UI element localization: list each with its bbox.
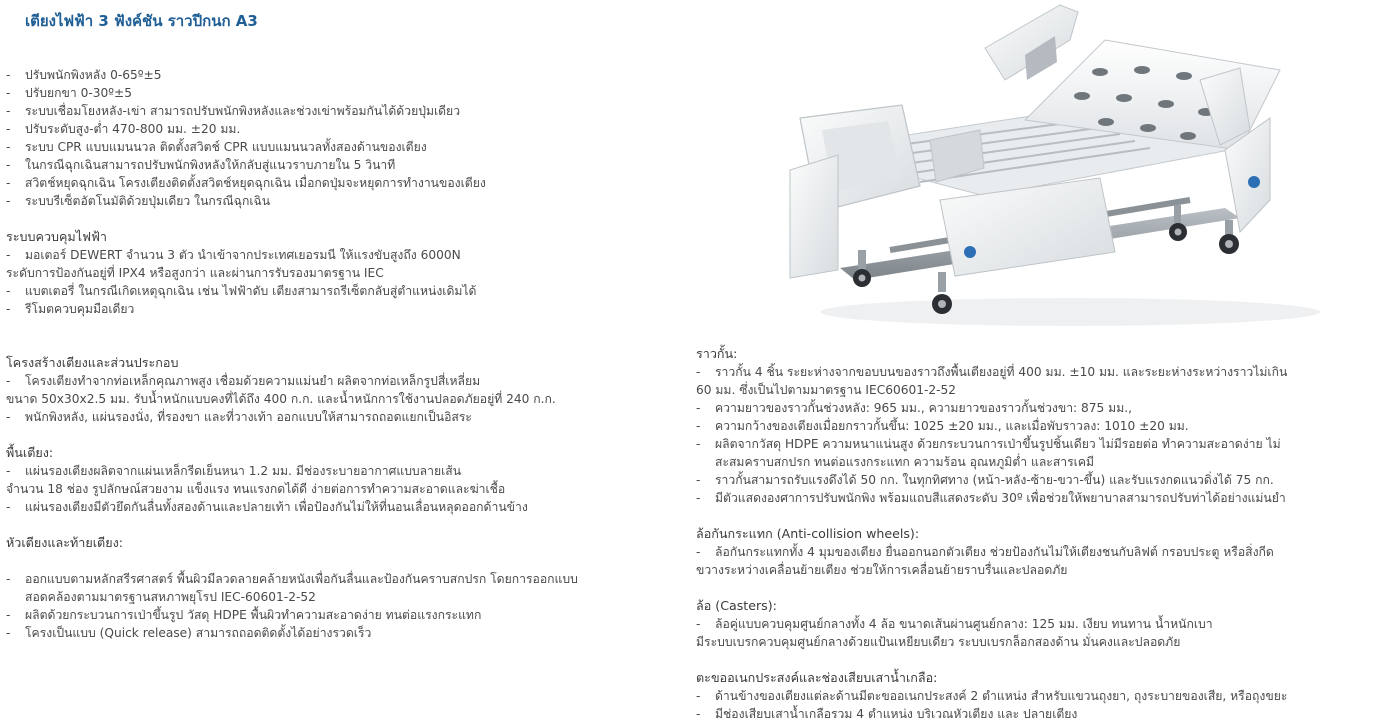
list-item-continuation: ขนาด 50x30x2.5 มม. รับน้ำหนักแบบคงที่ได้ถึง 400 ก.ก. และน้ำหนักการใช้งานปลอดภัยอยู่ที่ 240 ก.ก. <box>6 392 556 406</box>
list-item: - มีตัวแสดงองศาการปรับพนักพิง พร้อมแถบสีแสดงระดับ 30º เพื่อช่วยให้พยาบาลสามารถปรับท่าได้อย่างแม่นยำ <box>696 491 1286 505</box>
list-item: - ผลิตด้วยกระบวนการเป่าขึ้นรูป วัสดุ HDPE พื้นผิวทำความสะอาดง่าย ทนต่อแรงกระแทก <box>6 608 482 622</box>
list-item: - ล้อกันกระแทกทั้ง 4 มุมของเตียง ยื่นออกนอกตัวเตียง ช่วยป้องกันไม่ให้เตียงชนกับลิฟต์ กรอบประตู หรือสิ่งกีด <box>696 545 1274 559</box>
headboard-section <box>6 534 688 642</box>
list-item: - แบตเตอรี่ ในกรณีเกิดเหตุฉุกเฉิน เช่น ไฟฟ้าดับ เตียงสามารถรีเซ็ตกลับสู่ตำแหน่งเดิมได้ <box>6 284 477 298</box>
list-item: - ด้านข้างของเตียงแต่ละด้านมีตะขออเนกประสงค์ 2 ตำแหน่ง สำหรับแขวนถุงยา, ถุงระบายของเสีย, หรือถุงขยะ <box>696 689 1288 703</box>
list-item: - มีช่องเสียบเสาน้ำเกลือรวม 4 ตำแหน่ง บริเวณหัวเตียง และ ปลายเตียง <box>696 707 1078 721</box>
list-item: - ระบบ CPR แบบแมนนวล ติดตั้งสวิตช์ CPR แบบแมนนวลทั้งสองด้านของเตียง <box>6 140 427 154</box>
section-heading: พื้นเตียง: <box>6 445 54 460</box>
list-item: - มอเตอร์ DEWERT จำนวน 3 ตัว นำเข้าจากประเทศเยอรมนี ให้แรงขับสูงถึง 6000N <box>6 248 461 262</box>
list-item-continuation: มีระบบเบรกควบคุมศูนย์กลางด้วยแป้นเหยียบเดียว ระบบเบรกล็อกสองด้าน มั่นคงและปลอดภัย <box>696 635 1181 649</box>
list-item-continuation: ระดับการป้องกันอยู่ที่ IPX4 หรือสูงกว่า และผ่านการรับรองมาตรฐาน IEC <box>6 266 384 280</box>
section-heading: ตะขออเนกประสงค์และช่องเสียบเสาน้ำเกลือ: <box>696 670 938 685</box>
hospital-bed-image <box>770 0 1390 340</box>
list-item-continuation: จำนวน 18 ช่อง รูปลักษณ์สวยงาม แข็งแรง ทนแรงกดได้ดี ง่ายต่อการทำความสะอาดและฆ่าเชื้อ <box>6 482 506 496</box>
list-item: - ราวกั้นสามารถรับแรงดึงได้ 50 กก. ในทุกทิศทาง (หน้า-หลัง-ซ้าย-ขวา-ขึ้น) และรับแรงกดแนวดิ่งได้ 75 กก. <box>696 473 1274 487</box>
list-item-continuation: ขวางระหว่างเคลื่อนย้ายเตียง ช่วยให้การเคลื่อนย้ายราบรื่นและปลอดภัย <box>696 563 1068 577</box>
surface-section <box>6 444 688 516</box>
anticollision-section <box>696 525 1392 579</box>
section-heading: ล้อ (Casters): <box>696 598 777 613</box>
list-item: - ล้อคู่แบบควบคุมศูนย์กลางทั้ง 4 ล้อ ขนาดเส้นผ่านศูนย์กลาง: 125 มม. เงียบ ทนทาน น้ำหนักเบา <box>696 617 1213 631</box>
hooks-section <box>696 669 1392 723</box>
left-column <box>6 66 688 642</box>
section-heading: ราวกั้น: <box>696 346 738 361</box>
list-item: - ออกแบบตามหลักสรีรศาสตร์ พื้นผิวมีลวดลายคล้ายหนังเพื่อกันลื่นและป้องกันคราบสกปรก โดยการออกแบบ <box>6 572 578 586</box>
list-item: - ความยาวของราวกั้นช่วงหลัง: 965 มม., ความยาวของราวกั้นช่วงขา: 875 มม., <box>696 401 1132 415</box>
list-item-continuation: สะสมคราบสกปรก ทนต่อแรงกระแทก ความร้อน อุณหภูมิต่ำ และสารเคมี <box>715 455 1095 469</box>
list-item: - ในกรณีฉุกเฉินสามารถปรับพนักพิงหลังให้กลับสู่แนวราบภายใน 5 วินาที <box>6 158 396 172</box>
list-item: - แผ่นรองเตียงมีตัวยึดกันลื่นทั้งสองด้านและปลายเท้า เพื่อป้องกันไม่ให้ที่นอนเลื่อนหลุดออกด้านข้าง <box>6 500 528 514</box>
list-item: - ปรับพนักพิงหลัง 0-65º±5 <box>6 68 162 82</box>
rails-section <box>696 345 1392 507</box>
section-heading: ล้อกันกระแทก (Anti-collision wheels): <box>696 526 920 541</box>
list-item: - โครงเตียงทำจากท่อเหล็กคุณภาพสูง เชื่อมด้วยความแม่นยำ ผลิตจากท่อเหล็กรูปสี่เหลี่ยม <box>6 374 481 388</box>
casters-section <box>696 597 1392 651</box>
section-heading: โครงสร้างเตียงและส่วนประกอบ <box>6 355 179 370</box>
list-item: - ปรับยกขา 0-30º±5 <box>6 86 132 100</box>
section-heading: ระบบควบคุมไฟฟ้า <box>6 229 107 244</box>
list-item: - ผลิตจากวัสดุ HDPE ความหนาแน่นสูง ด้วยกระบวนการเป่าขึ้นรูปชิ้นเดียว ไม่มีรอยต่อ ทำความสะอาดง่าย ไม่ <box>696 437 1281 451</box>
section-heading: หัวเตียงและท้ายเตียง: <box>6 535 123 550</box>
electric-section <box>6 228 688 318</box>
list-item: - โครงเป็นแบบ (Quick release) สามารถถอดติดตั้งได้อย่างรวดเร็ว <box>6 626 372 640</box>
list-item: - ความกว้างของเตียงเมื่อยกราวกั้นขึ้น: 1025 ±20 มม., และเมื่อพับราวลง: 1010 ±20 มม. <box>696 419 1189 433</box>
list-item: - แผ่นรองเตียงผลิตจากแผ่นเหล็กรีดเย็นหนา 1.2 มม. มีช่องระบายอากาศแบบลายเส้น <box>6 464 462 478</box>
list-item: - สวิตช์หยุดฉุกเฉิน โครงเตียงติดตั้งสวิตช์หยุดฉุกเฉิน เมื่อกดปุ่มจะหยุดการทำงานของเตียง <box>6 176 486 190</box>
list-item: - ระบบรีเซ็ตอัตโนมัติด้วยปุ่มเดียว ในกรณีฉุกเฉิน <box>6 194 271 208</box>
list-item: - ระบบเชื่อมโยงหลัง-เข่า สามารถปรับพนักพิงหลังและช่วงเข่าพร้อมกันได้ด้วยปุ่มเดียว <box>6 104 461 118</box>
list-item-continuation: 60 มม. ซึ่งเป็นไปตามมาตรฐาน IEC60601-2-52 <box>696 383 957 397</box>
page-title: เตียงไฟฟ้า 3 ฟังค์ชัน ราวปีกนก A3 <box>25 12 258 30</box>
list-item-continuation: สอดคล้องตามมาตรฐานสหภาพยุโรป IEC-60601-2-52 <box>25 590 316 604</box>
list-item: - รีโมตควบคุมมือเดียว <box>6 302 135 316</box>
features-list <box>6 66 688 210</box>
list-item: - ปรับระดับสูง-ต่ำ 470-800 มม. ±20 มม. <box>6 122 241 136</box>
list-item: - พนักพิงหลัง, แผ่นรองนั่ง, ที่รองขา และที่วางเท้า ออกแบบให้สามารถถอดแยกเป็นอิสระ <box>6 410 472 424</box>
structure-section <box>6 354 688 426</box>
right-column <box>696 345 1392 723</box>
list-item: - ราวกั้น 4 ชิ้น ระยะห่างจากขอบบนของราวถึงพื้นเตียงอยู่ที่ 400 มม. ±10 มม. และระยะห่างระหว่างราวไม่เกิน <box>696 365 1288 379</box>
